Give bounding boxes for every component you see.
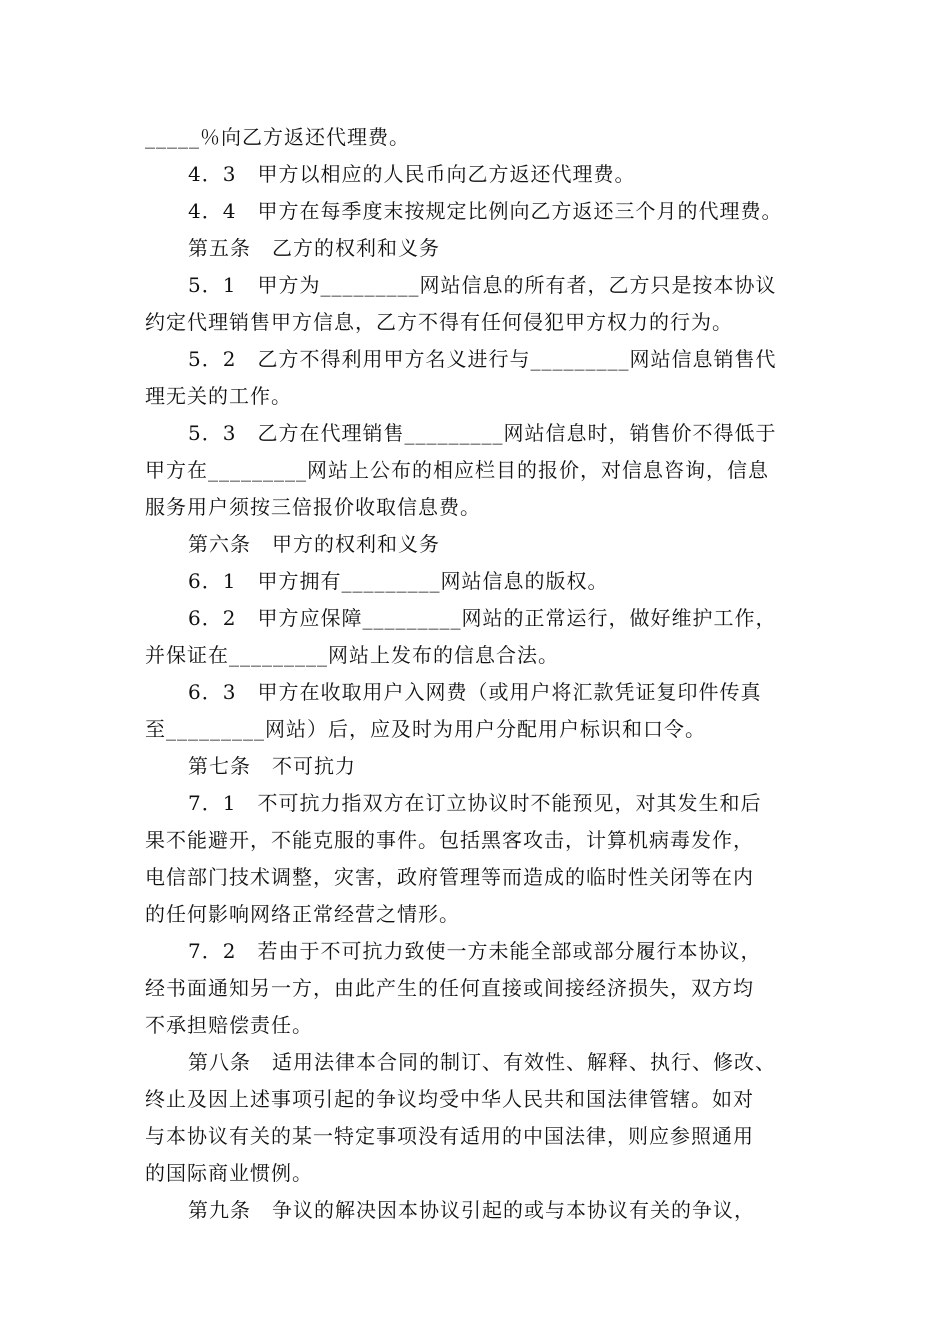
article-5-heading: 第五条 乙方的权利和义务 — [188, 236, 440, 260]
text-line: 理无关的工作。 — [145, 384, 292, 408]
text-line: 并保证在_________网站上发布的信息合法。 — [145, 643, 559, 667]
clause-6-2: 6．2 甲方应保障_________网站的正常运行，做好维护工作， — [188, 606, 777, 630]
clause-5-2: 5．2 乙方不得利用甲方名义进行与_________网站信息销售代 — [188, 347, 777, 371]
clause-5-1: 5．1 甲方为_________网站信息的所有者，乙方只是按本协议 — [188, 273, 777, 297]
text-line: 经书面通知另一方，由此产生的任何直接或间接经济损失，双方均 — [145, 976, 754, 1000]
clause-6-1: 6．1 甲方拥有_________网站信息的版权。 — [188, 569, 609, 593]
clause-6-3: 6．3 甲方在收取用户入网费（或用户将汇款凭证复印件传真 — [188, 680, 762, 704]
clause-7-1: 7．1 不可抗力指双方在订立协议时不能预见，对其发生和后 — [188, 791, 762, 815]
clause-4-4: 4．4 甲方在每季度末按规定比例向乙方返还三个月的代理费。 — [188, 199, 783, 223]
clause-4-3: 4．3 甲方以相应的人民币向乙方返还代理费。 — [188, 162, 636, 186]
text-line: _____％向乙方返还代理费。 — [145, 125, 410, 149]
article-8-heading: 第八条 适用法律本合同的制订、有效性、解释、执行、修改、 — [188, 1050, 776, 1074]
clause-7-2: 7．2 若由于不可抗力致使一方未能全部或部分履行本协议， — [188, 939, 762, 963]
text-line: 终止及因上述事项引起的争议均受中华人民共和国法律管辖。如对 — [145, 1087, 754, 1111]
article-6-heading: 第六条 甲方的权利和义务 — [188, 532, 440, 556]
text-line: 电信部门技术调整，灾害，政府管理等而造成的临时性关闭等在内 — [145, 865, 754, 889]
text-line: 的任何影响网络正常经营之情形。 — [145, 902, 460, 926]
article-7-heading: 第七条 不可抗力 — [188, 754, 356, 778]
text-line: 的国际商业惯例。 — [145, 1161, 313, 1185]
text-line: 果不能避开，不能克服的事件。包括黑客攻击，计算机病毒发作， — [145, 828, 754, 852]
text-line: 服务用户须按三倍报价收取信息费。 — [145, 495, 481, 519]
text-line: 至_________网站）后，应及时为用户分配用户标识和口令。 — [145, 717, 706, 741]
article-9-heading: 第九条 争议的解决因本协议引起的或与本协议有关的争议， — [188, 1198, 755, 1222]
text-line: 不承担赔偿责任。 — [145, 1013, 313, 1037]
text-line: 与本协议有关的某一特定事项没有适用的中国法律，则应参照通用 — [145, 1124, 754, 1148]
text-line: 约定代理销售甲方信息，乙方不得有任何侵犯甲方权力的行为。 — [145, 310, 733, 334]
clause-5-3: 5．3 乙方在代理销售_________网站信息时，销售价不得低于 — [188, 421, 777, 445]
text-line: 甲方在_________网站上公布的相应栏目的报价，对信息咨询，信息 — [145, 458, 769, 482]
